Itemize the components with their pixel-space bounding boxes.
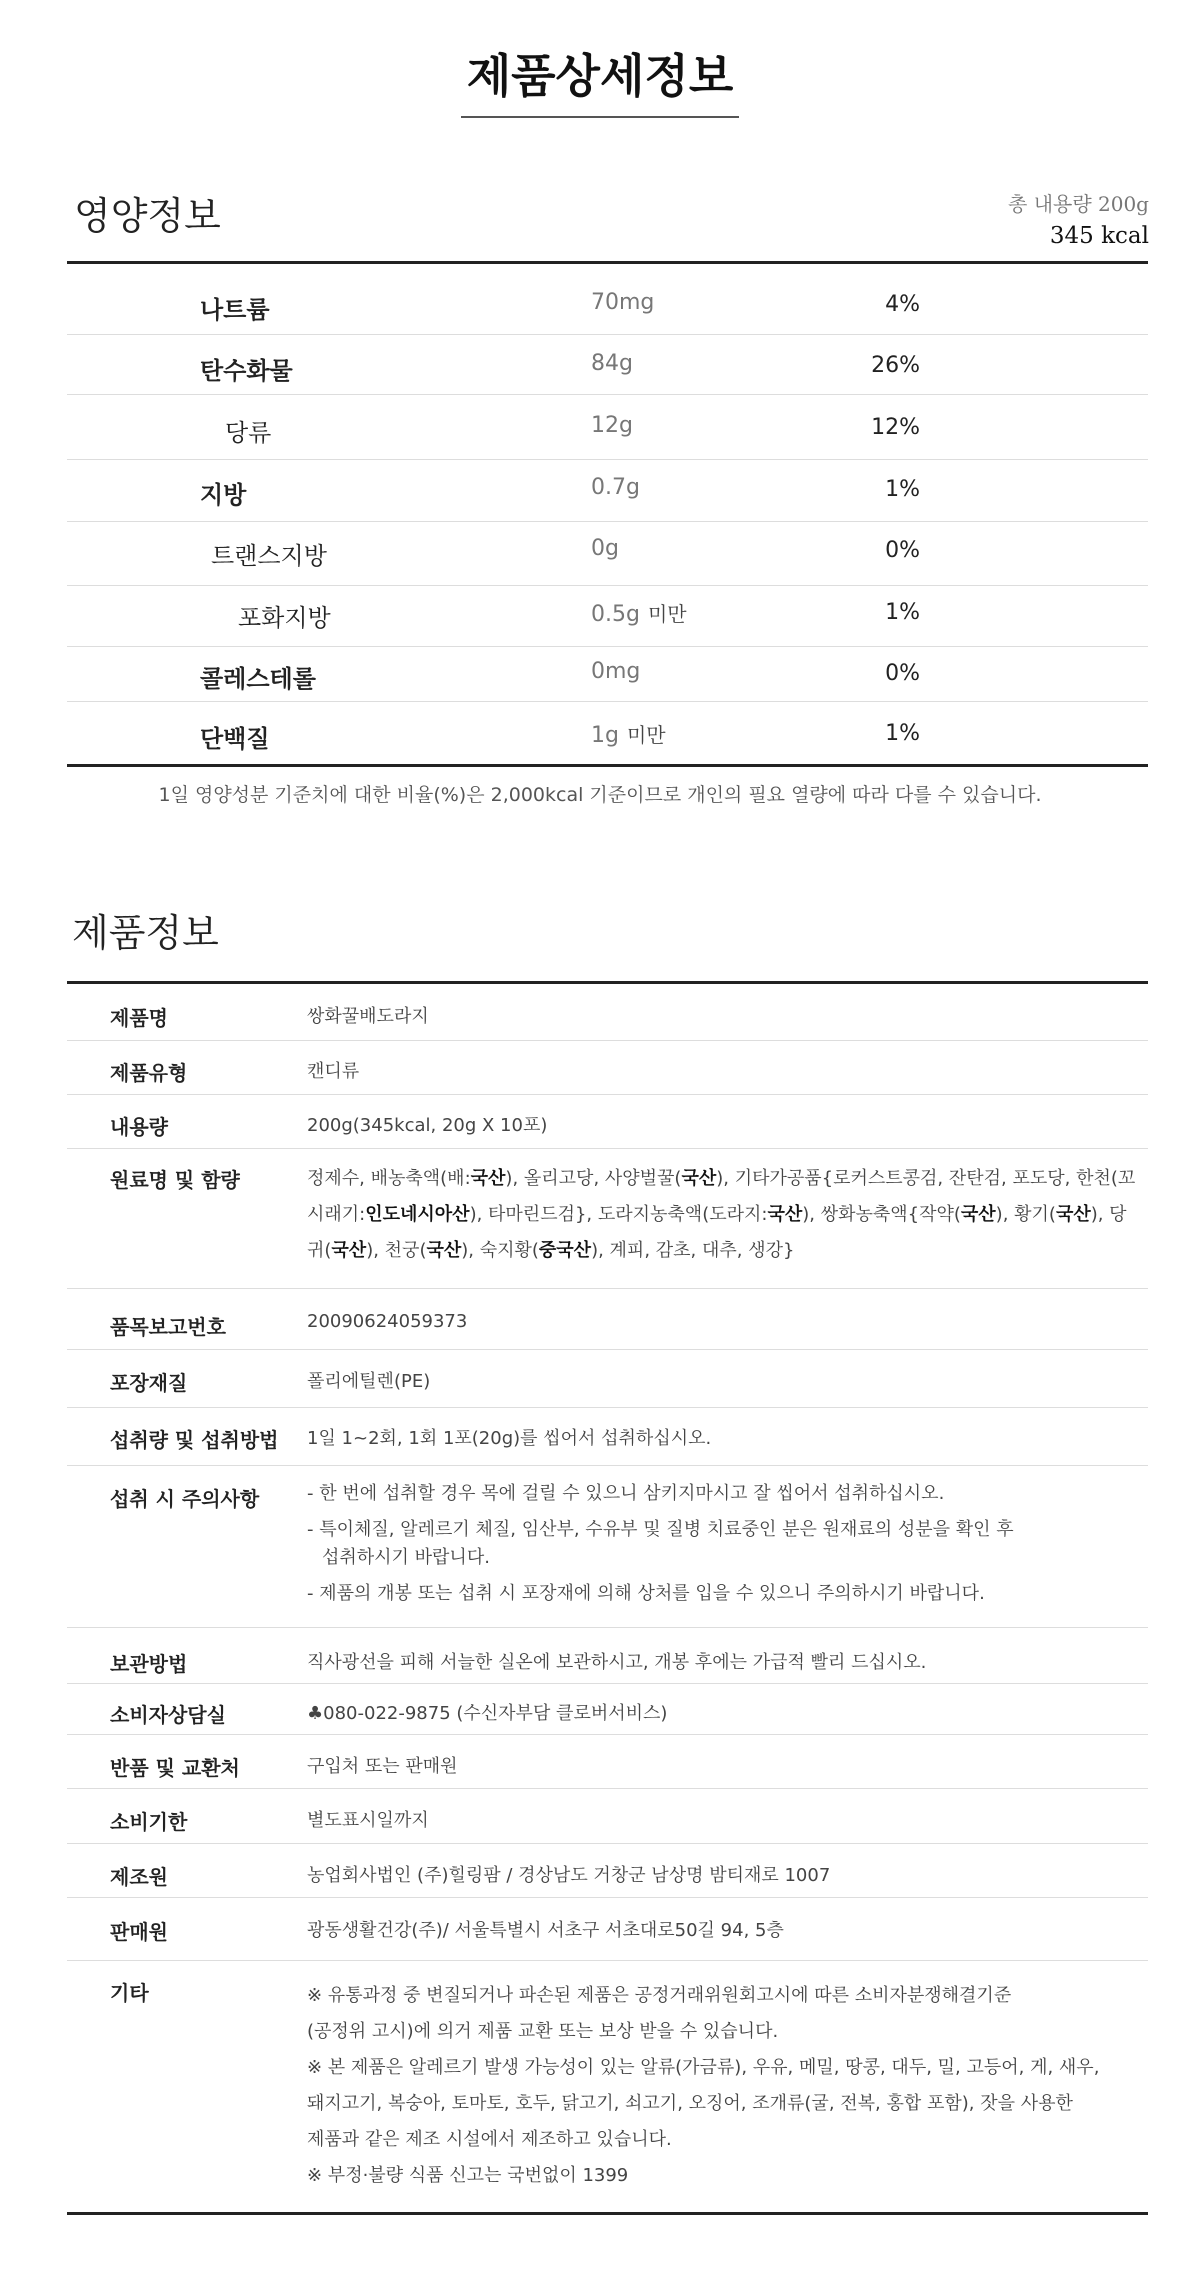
nutrient-percent: 1% xyxy=(885,721,920,746)
product-row-label: 제품유형 xyxy=(110,1061,188,1085)
row-divider xyxy=(67,394,1148,395)
etc-line: ※ 부정·불량 식품 신고는 국번없이 1399 xyxy=(307,2165,629,2186)
cautions-value xyxy=(307,1476,1137,1612)
row-divider xyxy=(67,1349,1148,1350)
row-divider xyxy=(67,1094,1148,1095)
caution-line: - 특이체질, 알레르기 체질, 임산부, 수유부 및 질병 치료중인 분은 원재료의 성분을 확인 후 xyxy=(307,1519,1014,1540)
nutrition-row xyxy=(67,536,1148,570)
product-row-value: 별도표시일까지 xyxy=(307,1810,429,1831)
etc-line: 돼지고기, 복숭아, 토마토, 호두, 닭고기, 쇠고기, 오징어, 조개류(굴, 전복, 홍합 포함), 잣을 사용한 xyxy=(307,2093,1073,2114)
product-row-label: 내용량 xyxy=(110,1115,168,1139)
nutrient-name: 탄수화물 xyxy=(200,357,293,385)
nutrient-name: 나트륨 xyxy=(200,296,270,324)
nutrient-amount: 0.7g xyxy=(591,475,640,500)
product-row-label: 섭취 시 주의사항 xyxy=(110,1487,260,1511)
nutrient-name: 지방 xyxy=(200,481,247,509)
nutrition-row xyxy=(67,413,1148,447)
product-row-label: 보관방법 xyxy=(110,1652,188,1676)
row-divider xyxy=(67,459,1148,460)
product-row-value: 캔디류 xyxy=(307,1061,360,1082)
nutrition-total xyxy=(1008,188,1149,249)
product-row-value: 농업회사법인 (주)힐링팜 / 경상남도 거창군 남상명 밤티재로 1007 xyxy=(307,1865,831,1886)
row-divider xyxy=(67,1148,1148,1149)
nutrient-percent: 4% xyxy=(885,292,920,317)
product-row-label: 소비자상담실 xyxy=(110,1703,226,1727)
row-divider xyxy=(67,1897,1148,1898)
row-divider xyxy=(67,1843,1148,1844)
etc-value xyxy=(307,1978,1137,2194)
nutrition-bottom-rule xyxy=(67,764,1148,767)
row-divider xyxy=(67,1788,1148,1789)
total-kcal: 345 kcal xyxy=(1049,223,1149,249)
nutrition-row xyxy=(67,290,1148,324)
product-row-value: 구입처 또는 판매원 xyxy=(307,1756,458,1777)
nutrient-amount: 84g xyxy=(591,351,633,376)
product-row-label: 기타 xyxy=(110,1981,149,2005)
etc-line: 제품과 같은 제조 시설에서 제조하고 있습니다. xyxy=(307,2129,672,2150)
nutrient-amount: 12g xyxy=(591,413,633,438)
product-row-value: 광동생활건강(주)/ 서울특별시 서초구 서초대로50길 94, 5층 xyxy=(307,1920,784,1941)
nutrient-name: 포화지방 xyxy=(238,604,331,632)
product-row-label: 소비기한 xyxy=(110,1810,188,1834)
product-info-heading: 제품정보 xyxy=(72,911,219,955)
row-divider xyxy=(67,1040,1148,1041)
page-title xyxy=(0,40,1200,118)
caution-line: - 제품의 개봉 또는 섭취 시 포장재에 의해 상처를 입을 수 있으니 주의하시기 바랍니다. xyxy=(307,1583,985,1604)
nutrition-footnote: 1일 영양성분 기준치에 대한 비율(%)은 2,000kcal 기준이므로 개인의 필요 열량에 따라 다를 수 있습니다. xyxy=(158,784,1042,806)
row-divider xyxy=(67,585,1148,586)
product-row-label: 품목보고번호 xyxy=(110,1315,226,1339)
nutrition-row xyxy=(67,719,1148,753)
row-divider xyxy=(67,1288,1148,1289)
etc-line: (공정위 고시)에 의거 제품 교환 또는 보상 받을 수 있습니다. xyxy=(307,2021,779,2042)
row-divider xyxy=(67,1465,1148,1466)
product-row-value: 20090624059373 xyxy=(307,1311,468,1332)
row-divider xyxy=(67,1960,1148,1961)
product-row-label: 섭취량 및 섭취방법 xyxy=(110,1428,279,1452)
page-title-text: 제품상세정보 xyxy=(461,40,740,118)
row-divider xyxy=(67,1407,1148,1408)
etc-line: ※ 유통과정 중 변질되거나 파손된 제품은 공정거래위원회고시에 따른 소비자분쟁해결기준 xyxy=(307,1985,1012,2006)
nutrient-name: 당류 xyxy=(225,419,272,447)
nutrient-percent: 0% xyxy=(885,661,920,686)
product-row-value: ♣080-022-9875 (수신자부담 클로버서비스) xyxy=(307,1703,668,1724)
row-divider xyxy=(67,646,1148,647)
product-row-value: 쌍화꿀배도라지 xyxy=(307,1006,429,1027)
nutrient-percent: 12% xyxy=(871,415,920,440)
product-row-value: 폴리에틸렌(PE) xyxy=(307,1371,431,1392)
product-row-label: 판매원 xyxy=(110,1920,168,1944)
etc-line: ※ 본 제품은 알레르기 발생 가능성이 있는 알류(가금류), 우유, 메밀, 땅콩, 대두, 밀, 고등어, 게, 새우, xyxy=(307,2057,1100,2078)
caution-line: - 한 번에 섭취할 경우 목에 걸릴 수 있으니 삼키지마시고 잘 씹어서 섭취하십시오. xyxy=(307,1483,945,1504)
product-row-label: 반품 및 교환처 xyxy=(110,1756,240,1780)
row-divider xyxy=(67,1627,1148,1628)
row-divider xyxy=(67,701,1148,702)
product-row-value: 200g(345kcal, 20g X 10포) xyxy=(307,1115,548,1136)
nutrition-row xyxy=(67,475,1148,509)
nutrition-heading: 영양정보 xyxy=(74,194,221,238)
nutrient-percent: 0% xyxy=(885,538,920,563)
product-row-label: 원료명 및 함량 xyxy=(110,1168,240,1192)
product-row-label: 제품명 xyxy=(110,1006,168,1030)
nutrient-amount: 1g 미만 xyxy=(591,723,666,748)
row-divider xyxy=(67,1683,1148,1684)
ingredients-value: 정제수, 배농축액(배:국산), 올리고당, 사양벌꿀(국산), 기타가공품{로커스트콩검, 잔탄검, 포도당, 한천(꼬시래기:인도네시아산), 타마린드검}, 도라지농축액(도라지:국산), 쌍화농축액{작약(국산), 황기(국산), 당귀(국산), 천궁(국산), 숙지황(중국산), 계피, 감초, 대추, 생강} xyxy=(307,1168,1136,1261)
row-divider xyxy=(67,334,1148,335)
nutrient-amount: 0.5g 미만 xyxy=(591,602,687,627)
product-row-value: 1일 1~2회, 1회 1포(20g)를 씹어서 섭취하십시오. xyxy=(307,1428,712,1449)
product-row-value: 직사광선을 피해 서늘한 실온에 보관하시고, 개봉 후에는 가급적 빨리 드십시오. xyxy=(307,1652,927,1673)
nutrient-name: 콜레스테롤 xyxy=(200,665,316,693)
product-top-rule xyxy=(67,981,1148,984)
caution-line: 섭취하시기 바랍니다. xyxy=(322,1547,490,1568)
nutrient-percent: 1% xyxy=(885,477,920,502)
nutrient-amount: 70mg xyxy=(591,290,655,315)
product-row-label: 제조원 xyxy=(110,1865,168,1889)
nutrient-amount: 0mg xyxy=(591,659,641,684)
nutrition-row xyxy=(67,351,1148,385)
nutrient-name: 단백질 xyxy=(200,725,270,753)
nutrient-percent: 1% xyxy=(885,600,920,625)
total-content-caption: 총 내용량 200g xyxy=(1008,192,1149,216)
row-divider xyxy=(67,1734,1148,1735)
nutrient-percent: 26% xyxy=(871,353,920,378)
row-divider xyxy=(67,521,1148,522)
nutrition-row xyxy=(67,659,1148,693)
nutrient-name: 트랜스지방 xyxy=(211,542,327,570)
product-bottom-rule xyxy=(67,2212,1148,2215)
nutrient-amount: 0g xyxy=(591,536,619,561)
nutrition-top-rule xyxy=(67,261,1148,264)
nutrition-row xyxy=(67,598,1148,632)
product-row-label: 포장재질 xyxy=(110,1371,188,1395)
